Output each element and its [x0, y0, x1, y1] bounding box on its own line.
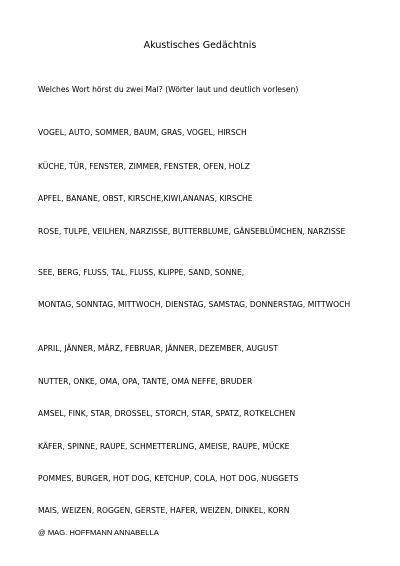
word-list-line: MAIS, WEIZEN, ROGGEN, GERSTE, HAFER, WEIZEN, DINKEL, KORN [38, 506, 290, 515]
word-list-line: SEE, BERG, FLUSS, TAL, FLUSS, KLIPPE, SAND, SONNE, [38, 268, 245, 277]
page-title: Akustisches Gedächtnis [143, 40, 257, 51]
word-list-line: KÜCHE, TÜR, FENSTER, ZIMMER, FENSTER, OFEN, HOLZ [38, 162, 250, 171]
word-list-line: APFEL, BANANE, OBST, KIRSCHE,KIWI,ANANAS, KIRSCHE [38, 194, 253, 203]
word-list-line: POMMES, BURGER, HOT DOG, KETCHUP, COLA, HOT DOG, NUGGETS [38, 474, 299, 483]
copyright-footer: @ MAG. HOFFMANN ANNABELLA [38, 528, 159, 537]
word-list-line: VOGEL, AUTO, SOMMER, BAUM, GRAS, VOGEL, HIRSCH [38, 128, 247, 137]
word-list-line: MONTAG, SONNTAG, MITTWOCH, DIENSTAG, SAMSTAG, DONNERSTAG, MITTWOCH [38, 300, 351, 309]
word-list-line: AMSEL, FINK, STAR, DROSSEL, STORCH, STAR, SPATZ, ROTKELCHEN [38, 409, 296, 418]
word-list-line: NUTTER, ONKE, OMA, OPA, TANTE, OMA NEFFE, BRUDER [38, 377, 253, 386]
word-list-line: ROSE, TULPE, VEILHEN, NARZISSE, BUTTERBLUME, GÄNSEBLÜMCHEN, NARZISSE [38, 227, 346, 236]
instruction-text: Welches Wort hörst du zwei Mal? (Wörter laut und deutlich vorlesen) [38, 85, 299, 94]
word-list-line: APRIL, JÄNNER, MÄRZ, FEBRUAR, JÄNNER, DEZEMBER, AUGUST [38, 344, 279, 353]
word-list-line: KÄFER, SPINNE, RAUPE, SCHMETTERLING, AMEISE, RAUPE, MÜCKE [38, 442, 290, 451]
